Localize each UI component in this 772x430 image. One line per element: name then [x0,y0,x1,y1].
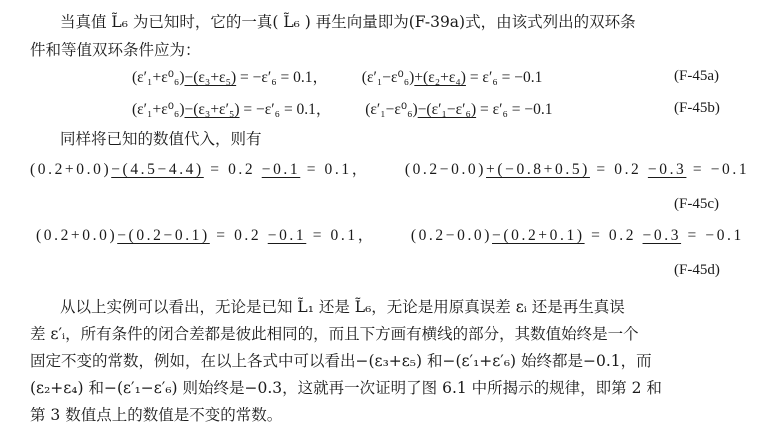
eq-b-left-2: −(ε₃+ε′₅) [184,101,240,118]
eq-c-r4: −0.3 [647,161,687,178]
eq-d-r1: (0.2−0.0) [410,227,493,244]
equation-f45c [30,160,749,180]
eq-d-r3: = 0.2 [584,227,643,244]
eq-c-l4: −0.1 [261,161,301,178]
eq-a-left-3: = −ε′₆ = 0.1， [236,69,329,86]
intro-line-2: 件和等值双环条件应为： [30,41,201,59]
eq-c-r1: (0.2−0.0) [404,161,487,178]
eq-b-left-3: = −ε′₆ = 0.1， [239,101,332,118]
eq-b-right-3: = ε′₆ = −0.1 [476,101,553,118]
eq-d-r5: = −0.1 [681,227,744,244]
conclusion-line-4: (ε₂+ε₄) 和−(ε′₁−ε′₆) 则始终是−0.3，这就再一次证明了图 6.1 中所揭示的规律，即第 2 和 [30,379,662,397]
equation-f45d [36,226,744,246]
eq-c-l1: (0.2+0.0) [30,161,112,178]
conclusion-line-2: 差 ε′ᵢ，所有条件的闭合差都是彼此相同的，而且下方画有横线的部分，其数值始终是一个 [30,325,639,343]
equation-f45a [132,68,542,88]
equation-tag-f45b: (F-45b) [674,100,720,116]
eq-a-left-2: −(ε₃+ε₅) [184,69,237,86]
conclusion-line-3: 固定不变的常数，例如，在以上各式中可以看出−(ε₃+ε₅) 和−(ε′₁+ε′₆) 始终都是−0.1，而 [30,352,652,370]
equation-tag-f45a: (F-45a) [674,68,719,84]
eq-b-right-2: −(ε′₁−ε′₆) [417,101,477,118]
eq-d-l5: = 0.1， [306,227,376,244]
eq-a-right-3: = ε′₆ = −0.1 [465,69,543,86]
eq-d-l2: −(0.2−0.1) [117,227,210,244]
eq-b-right-1: (ε′₁−ε⁰₆) [365,101,418,118]
eq-d-r2: −(0.2+0.1) [492,227,585,244]
equation-f45b [132,100,553,120]
equation-tag-f45c: (F-45c) [674,196,719,212]
eq-c-r5: = −0.1 [686,161,750,178]
eq-a-right-1: (ε′₁−ε⁰₆) [361,69,415,86]
conclusion-line-1: 从以上实例可以看出，无论是已知 L̃₁ 还是 L̃₆，无论是用原真误差 εᵢ 还是再生真误 [60,298,625,316]
eq-d-l3: = 0.2 [209,227,268,244]
eq-d-r4: −0.3 [642,227,682,244]
eq-c-r3: = 0.2 [589,161,648,178]
eq-c-l2: −(4.5−4.4) [111,161,204,178]
eq-c-l5: = 0.1， [300,161,370,178]
eq-c-r2: +(−0.8+0.5) [486,161,590,178]
eq-a-right-2: +(ε₂+ε₄) [414,69,466,86]
middle-text: 同样将已知的数值代入，则有 [60,130,262,148]
eq-a-left-1: (ε′₁+ε⁰₆) [132,69,185,86]
eq-c-l3: = 0.2 [203,161,262,178]
eq-d-l1: (0.2+0.0) [36,227,118,244]
conclusion-line-5: 第 3 数值点上的数值是不变的常数。 [30,406,283,424]
eq-b-left-1: (ε′₁+ε⁰₆) [132,101,185,118]
intro-line-1: 当真值 L̃₆ 为已知时，它的一真( L̃₆ ) 再生向量即为(F-39a)式，由该式列出的双环条 [60,13,636,31]
equation-tag-f45d: (F-45d) [674,262,720,278]
eq-d-l4: −0.1 [267,227,307,244]
